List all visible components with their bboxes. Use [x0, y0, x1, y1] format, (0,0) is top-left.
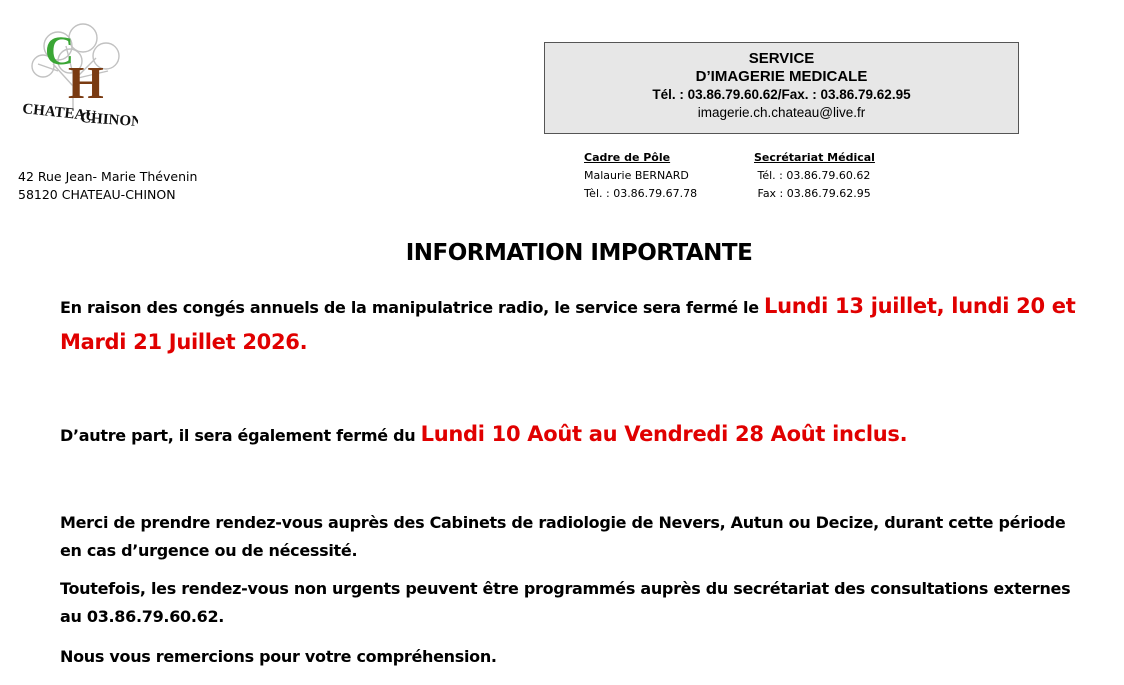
closure-paragraph-1: [60, 289, 1080, 361]
address-street: 42 Rue Jean- Marie Thévenin: [18, 169, 198, 184]
cadre-tel: Tèl. : 03.86.79.67.78: [584, 187, 698, 200]
p1-dates-highlight: Lundi 13 juillet, lundi 20 et Mardi 21 Juillet 2026.: [60, 294, 1076, 354]
cadre-heading: Cadre de Pôle: [584, 151, 671, 164]
secretariat-heading: Secrétariat Médical: [754, 151, 875, 164]
closure-paragraph-2: [60, 420, 1080, 450]
hospital-address: [18, 168, 197, 204]
secretariat-contact: [754, 149, 875, 203]
service-title: SERVICE: [748, 50, 815, 67]
thanks-paragraph: Nous vous remercions pour votre compréhension.: [60, 647, 497, 666]
service-phone-fax: Tél. : 03.86.79.60.62/Fax. : 03.86.79.62.95: [652, 87, 911, 102]
page-title: INFORMATION IMPORTANTE: [405, 240, 753, 266]
tree-logo-icon: [18, 16, 138, 131]
logo-text-left: CHATEAU: [21, 101, 97, 125]
address-city: 58120 CHATEAU-CHINON: [18, 187, 176, 202]
service-email[interactable]: imagerie.ch.chateau@live.fr: [697, 105, 866, 120]
logo-text-right: CHINON: [79, 110, 138, 131]
secretariat-fax: Fax : 03.86.79.62.95: [754, 187, 871, 200]
cadre-contact: [584, 149, 697, 203]
service-header-box: [544, 42, 1019, 134]
non-urgent-paragraph: Toutefois, les rendez-vous non urgents peuvent être programmés auprès du secrétariat des consultations externes au 03.86.79.60.62.: [60, 579, 1071, 626]
logo-letter-h: H: [68, 57, 104, 108]
hospital-logo: [18, 16, 138, 131]
p2-text: D’autre part, il sera également fermé du: [60, 426, 421, 445]
alternative-cabinets-paragraph: Merci de prendre rendez-vous auprès des Cabinets de radiologie de Nevers, Autun ou Decize, durant cette période en cas d’urgence ou de nécessité.: [60, 513, 1066, 560]
p1-text: En raison des congés annuels de la manipulatrice radio, le service sera fermé le: [60, 298, 765, 317]
service-subtitle: D’IMAGERIE MEDICALE: [695, 68, 868, 85]
logo-letter-c: C: [45, 28, 74, 73]
cadre-name: Malaurie BERNARD: [584, 169, 689, 182]
p2-dates-highlight: Lundi 10 Août au Vendredi 28 Août inclus.: [420, 422, 908, 446]
secretariat-tel: Tél. : 03.86.79.60.62: [754, 169, 871, 182]
